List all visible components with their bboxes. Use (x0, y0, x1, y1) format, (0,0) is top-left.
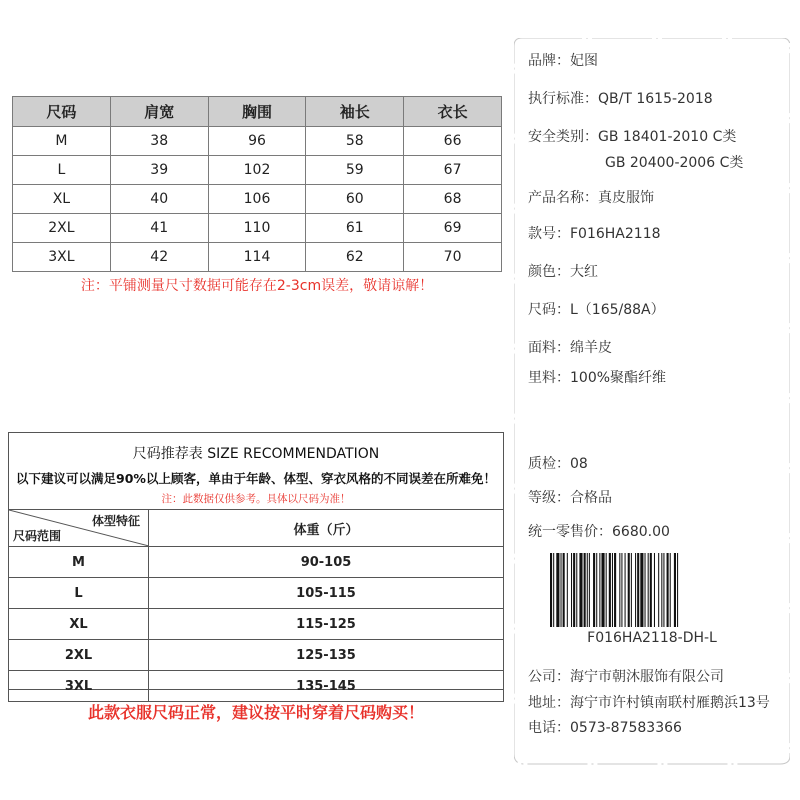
table-cell: 69 (404, 214, 502, 243)
recommendation-header-row (9, 510, 504, 547)
size-table-header: 尺码 (13, 97, 111, 127)
table-cell: L (13, 156, 111, 185)
table-cell: 115-125 (149, 609, 504, 640)
table-row (13, 214, 502, 243)
tag-grade: 等级：合格品 (528, 490, 612, 506)
table-cell: 41 (110, 214, 208, 243)
tag-brand: 品牌：妃图 (528, 53, 598, 69)
table-cell: 110 (208, 214, 306, 243)
table-cell: 90-105 (149, 547, 504, 578)
table-cell: 2XL (9, 640, 149, 671)
tag-fabric: 面料：绵羊皮 (528, 340, 612, 356)
tag-price: 统一零售价：6680.00 (528, 524, 670, 540)
tag-color: 颜色：大红 (528, 264, 598, 280)
recommendation-title: 尺码推荐表 SIZE RECOMMENDATION (132, 446, 380, 462)
table-cell: 96 (208, 127, 306, 156)
size-table-header: 肩宽 (110, 97, 208, 127)
size-table (12, 96, 502, 272)
recommendation-table (8, 509, 504, 702)
tag-style-number: 款号：F016HA2118 (528, 226, 661, 242)
table-cell: 3XL (13, 243, 111, 272)
table-row (9, 609, 504, 640)
table-row (9, 547, 504, 578)
size-table-header-row (13, 97, 502, 127)
size-table-header: 衣长 (404, 97, 502, 127)
tag-lining: 里料：100%聚酯纤维 (528, 370, 667, 386)
size-table-header: 袖长 (306, 97, 404, 127)
table-row (9, 640, 504, 671)
table-row (13, 127, 502, 156)
table-row (9, 578, 504, 609)
size-advice-note: 此款衣服尺码正常，建议按平时穿着尺码购买！ (87, 703, 424, 722)
table-row (9, 671, 504, 702)
table-cell: XL (9, 609, 149, 640)
table-cell: M (13, 127, 111, 156)
table-row (13, 185, 502, 214)
size-recommendation-panel (8, 432, 504, 694)
table-cell: 68 (404, 185, 502, 214)
table-cell: 105-115 (149, 578, 504, 609)
recommendation-note: 注：此数据仅供参考。具体以尺码为准！ (161, 493, 351, 505)
table-cell: L (9, 578, 149, 609)
table-cell: 40 (110, 185, 208, 214)
tag-product-name: 产品名称：真皮服饰 (528, 190, 654, 206)
header-weight: 体重（斤） (149, 510, 504, 547)
table-cell: 61 (306, 214, 404, 243)
diagonal-header-cell (9, 510, 149, 547)
tag-phone: 电话：0573-87583366 (528, 720, 682, 736)
table-cell: 66 (404, 127, 502, 156)
table-cell: 70 (404, 243, 502, 272)
table-cell: 3XL (9, 671, 149, 702)
tag-standard: 执行标准：QB/T 1615-2018 (528, 91, 713, 107)
tag-size: 尺码：L（165/88A） (528, 302, 665, 318)
tag-company: 公司：海宁市朝沐服饰有限公司 (528, 669, 724, 685)
table-cell: 39 (110, 156, 208, 185)
table-cell: 42 (110, 243, 208, 272)
product-tag (514, 38, 790, 766)
tag-safety: 安全类别：GB 18401-2010 C类 (528, 129, 737, 145)
table-cell: 60 (306, 185, 404, 214)
table-cell: 106 (208, 185, 306, 214)
barcode-number: F016HA2118-DH-L (587, 630, 717, 646)
table-cell: M (9, 547, 149, 578)
recommendation-subtitle: 以下建议可以满足90%以上顾客，单由于年龄、体型、穿衣风格的不同误差在所难免！ (16, 471, 496, 486)
header-size-range: 尺码范围 (13, 529, 62, 543)
tag-inspector: 质检：08 (528, 456, 588, 472)
table-cell: 59 (306, 156, 404, 185)
table-row (13, 156, 502, 185)
tag-safety-2: GB 20400-2006 C类 (605, 155, 744, 171)
barcode-image (550, 553, 754, 627)
table-cell: XL (13, 185, 111, 214)
table-cell: 114 (208, 243, 306, 272)
tag-address: 地址：海宁市许村镇南联村雁鹅浜13号 (528, 695, 770, 711)
table-row (13, 243, 502, 272)
measurement-note: 注：平铺测量尺寸数据可能存在2-3cm误差，敬请谅解！ (80, 278, 434, 294)
table-cell: 67 (404, 156, 502, 185)
tag-outline (514, 38, 790, 766)
table-cell: 2XL (13, 214, 111, 243)
table-cell: 62 (306, 243, 404, 272)
table-cell: 135-145 (149, 671, 504, 702)
header-body-type: 体型特征 (91, 514, 140, 528)
table-cell: 38 (110, 127, 208, 156)
size-table-header: 胸围 (208, 97, 306, 127)
table-cell: 58 (306, 127, 404, 156)
table-cell: 125-135 (149, 640, 504, 671)
table-cell: 102 (208, 156, 306, 185)
